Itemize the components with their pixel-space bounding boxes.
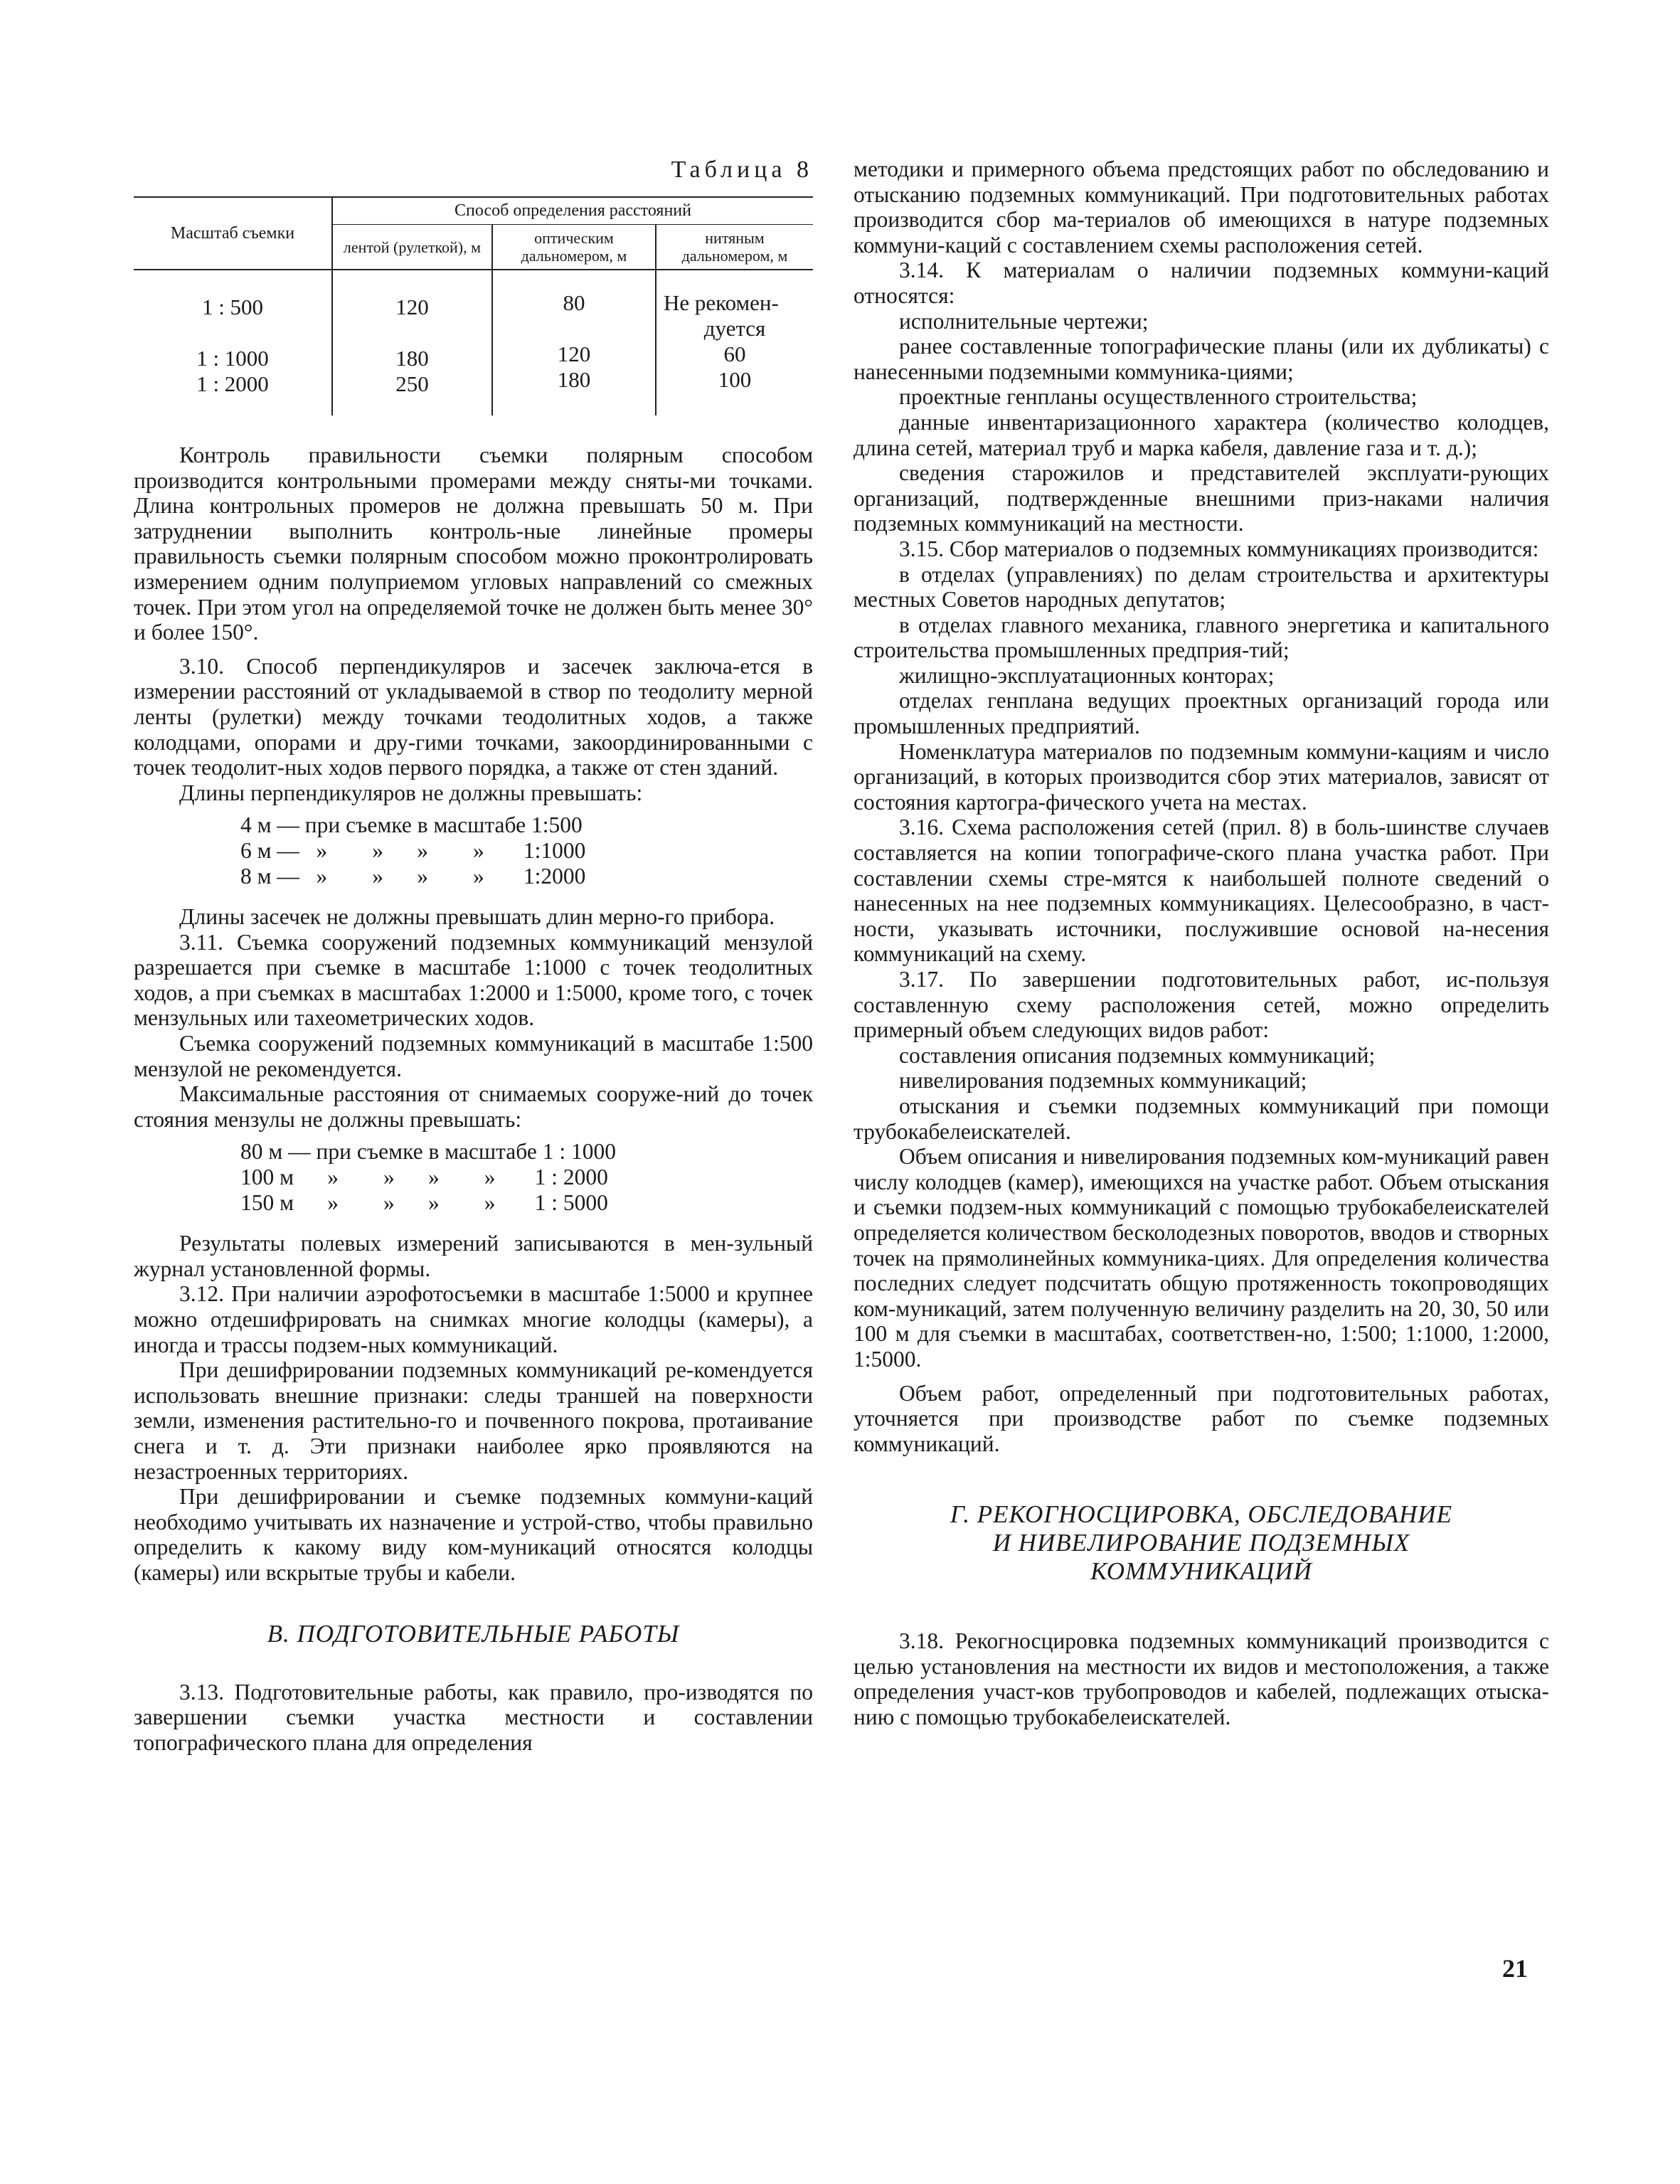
scale-column — [134, 270, 332, 415]
paragraph: 3.13. Подготовительные работы, как правило, про-изводятся по завершении съемки участка местности и составлении топографического плана для определения — [134, 1679, 813, 1755]
tape-cell: 180 — [395, 346, 429, 371]
paragraph: Съемка сооружений подземных коммуникаций в масштабе 1:500 мензулой не рекомендуется. — [134, 1031, 813, 1081]
tape-cell: 120 — [395, 295, 429, 319]
optical-cell: 120 — [557, 341, 591, 366]
scale-cell: 1 : 500 — [201, 295, 264, 319]
paragraph: Контроль правильности съемки полярным способом производится контрольными промерами между сняты-ми точками. Длина контрольных промеров не должна превышать 50 м. При затруднении выполнить контроль-ные линейные промеры правильность съемки полярным способом можно проконтролировать измерением одним полуприемом угловых направлений со смежных точек. При этом угол на определяемой точке не должен быть менее 30° и более 150°. — [134, 442, 813, 645]
thread-cell: 100 — [718, 367, 752, 392]
optical-cell: 180 — [557, 367, 591, 392]
page-number: 21 — [1502, 1954, 1528, 1983]
paragraph: 3.18. Рекогносцировка подземных коммуникаций производится с целью установления на местности их видов и местоположения, а также определения участ-ков трубопроводов и кабелей, подлежащих отыска-нию с помощью трубокабелеискателей. — [854, 1628, 1549, 1730]
paragraph: 3.10. Способ перпендикуляров и засечек заключа-ется в измерении расстояний от укладываемой в створ по теодолиту мерной ленты (рулетки) между точками теодолитных ходов, а также колодцами, опорами и дру-гими точками, закоординированными с точек теодолит-ных ходов первого порядка, а также от стен зданий. — [134, 653, 813, 780]
paragraph: 3.16. Схема расположения сетей (прил. 8) в боль-шинстве случаев составляется на копии топографиче-ского плана участка работ. При составлении схемы стре-мятся к наибольшей полноте сведений о нанесенных на нее подземных коммуникациях. Целесообразно, в част-ности, указывать источники, послужившие основой на-несения коммуникаций на схему. — [854, 815, 1549, 967]
perpendicular-list — [134, 812, 813, 889]
paragraph: 3.14. К материалам о наличии подземных коммуни-каций относятся: — [854, 258, 1549, 308]
paragraph: жилищно-эксплуатационных конторах; — [899, 662, 1275, 688]
list-item: 4 м — при съемке в масштабе 1:500 — [240, 812, 583, 838]
heading-line: Г. РЕКОГНОСЦИРОВКА, ОБСЛЕДОВАНИЕ — [950, 1500, 1453, 1529]
thread-cell: 60 — [723, 341, 746, 366]
table-caption: Таблица 8 — [671, 157, 813, 183]
paragraph: Длины перпендикуляров не должны превышать: — [179, 780, 643, 805]
header-method: Способ определения расстояний — [332, 197, 813, 225]
section-heading — [854, 1500, 1549, 1586]
paragraph: 3.11. Съемка сооружений подземных коммуникаций мензулой разрешается при съемке в масштабе 1:1000 с точек теодолитных ходов, а при съемках в масштабах 1:2000 и 1:5000, кроме того, с точек мензульных или тахеометрических ходов. — [134, 929, 813, 1031]
paragraph: отыскания и съемки подземных коммуникаций при помощи трубокабелеискателей. — [854, 1093, 1549, 1144]
section-heading: В. ПОДГОТОВИТЕЛЬНЫЕ РАБОТЫ — [267, 1619, 680, 1648]
header-tape: лентой (рулеткой), м — [332, 225, 492, 270]
paragraph: исполнительные чертежи; — [899, 308, 1149, 334]
list-item: 80 м — при съемке в масштабе 1 : 1000 — [240, 1139, 616, 1165]
distance-list — [134, 1139, 813, 1215]
thread-cell: дуется — [703, 316, 766, 341]
list-item: 6 м — » » » » 1:1000 — [240, 837, 586, 863]
paragraph: проектные генпланы осуществленного строительства; — [899, 384, 1418, 410]
paragraph: Результаты полевых измерений записываются в мен-зульный журнал установленной формы. — [134, 1231, 813, 1281]
heading-line: КОММУНИКАЦИЙ — [1090, 1557, 1312, 1586]
paragraph: ранее составленные топографические планы (или их дубликаты) с нанесенными подземными коммуника-циями; — [854, 334, 1549, 384]
paragraph: Длины засечек не должны превышать длин мерно-го прибора. — [179, 904, 775, 930]
list-item: 150 м » » » » 1 : 5000 — [240, 1189, 608, 1215]
paragraph: отделах генплана ведущих проектных организаций города или промышленных предприятий. — [854, 688, 1549, 739]
paragraph: При дешифрировании и съемке подземных коммуни-каций необходимо учитывать их назначение и устрой-ство, чтобы правильно определить к какому виду ком-муникаций относятся колодцы (камеры) или вскрытые трубы и кабели. — [134, 1484, 813, 1585]
tape-column — [332, 270, 492, 415]
paragraph: Максимальные расстояния от снимаемых сооруже-ний до точек стояния мензулы не должны превышать: — [134, 1081, 813, 1132]
thread-column — [656, 270, 813, 415]
paragraph: данные инвентаризационного характера (количество колодцев, длина сетей, материал труб и марка кабеля, давление газа и т. д.); — [854, 409, 1549, 460]
paragraph: 3.15. Сбор материалов о подземных коммуникациях производится: — [899, 536, 1539, 561]
heading-line: И НИВЕЛИРОВАНИЕ ПОДЗЕМНЫХ — [992, 1529, 1410, 1557]
paragraph: составления описания подземных коммуникаций; — [899, 1042, 1376, 1068]
optical-cell: 80 — [563, 290, 585, 315]
left-column — [134, 157, 813, 1755]
list-item: 8 м — » » » » 1:2000 — [240, 863, 586, 889]
paragraph: Номенклатура материалов по подземным коммуни-кациям и число организаций, в которых производится сбор этих материалов, зависят от состояния картогра-фического учета на местах. — [854, 738, 1549, 815]
optical-column — [492, 270, 656, 415]
paragraph: Объем описания и нивелирования подземных ком-муникаций равен числу колодцев (камер), имеющихся на участке работ. Объем отыскания и съемки подзем-ных коммуникаций с помощью трубокабелеискателей определяется количеством бесколодезных поворотов, вводов и створных точек на прямолинейных коммуника-циях. Для определения количества последних следует подсчитать общую протяженность токопроводящих ком-муникаций, затем полученную величину разделить на 20, 30, 50 или 100 м для съемки в масштабах, соответствен-но, 1:500; 1:1000, 1:2000, 1:5000. — [854, 1144, 1549, 1372]
right-column — [854, 157, 1549, 1730]
thread-cell: Не рекомен- — [664, 290, 779, 315]
paragraph: сведения старожилов и представителей эксплуати-рующих организаций, подтвержденные внешними приз-наками наличия подземных коммуникаций на местности. — [854, 460, 1549, 536]
paragraph: нивелирования подземных коммуникаций; — [899, 1068, 1307, 1093]
table-8 — [134, 196, 813, 415]
list-item: 100 м » » » » 1 : 2000 — [240, 1165, 608, 1190]
paragraph: Объем работ, определенный при подготовительных работах, уточняется при производстве работ по съемке подземных коммуникаций. — [854, 1380, 1549, 1456]
header-optical: оптическим дальномером, м — [492, 225, 656, 270]
paragraph: методики и примерного объема предстоящих работ по обследованию и отысканию подземных коммуникаций. При подготовительных работах производится сбор ма-териалов об имеющихся в натуре подземных коммуни-каций с составлением схемы расположения сетей. — [854, 157, 1549, 258]
tape-cell: 250 — [395, 371, 429, 396]
header-thread: нитяным дальномером, м — [656, 225, 813, 270]
paragraph: При дешифрировании подземных коммуникаций ре-комендуется использовать внешние признаки: следы траншей на поверхности земли, изменения растительно-го и почвенного покрова, протаивание снега и т. д. Эти признаки наиболее ярко проявляются на незастроенных территориях. — [134, 1357, 813, 1484]
paragraph: 3.17. По завершении подготовительных работ, ис-пользуя составленную схему расположения сетей, можно определить примерный объем следующих видов работ: — [854, 967, 1549, 1043]
header-scale: Масштаб съемки — [134, 197, 332, 270]
paragraph: 3.12. При наличии аэрофотосъемки в масштабе 1:5000 и крупнее можно отдешифрировать на снимках многие колодцы (камеры), а иногда и трассы подзем-ных коммуникаций. — [134, 1281, 813, 1357]
paragraph: в отделах (управлениях) по делам строительства и архитектуры местных Советов народных депутатов; — [854, 561, 1549, 613]
paragraph: в отделах главного механика, главного энергетика и капитального строительства промышленных предприя-тий; — [854, 612, 1549, 663]
scale-cell: 1 : 1000 — [196, 346, 269, 371]
scale-cell: 1 : 2000 — [196, 371, 269, 396]
